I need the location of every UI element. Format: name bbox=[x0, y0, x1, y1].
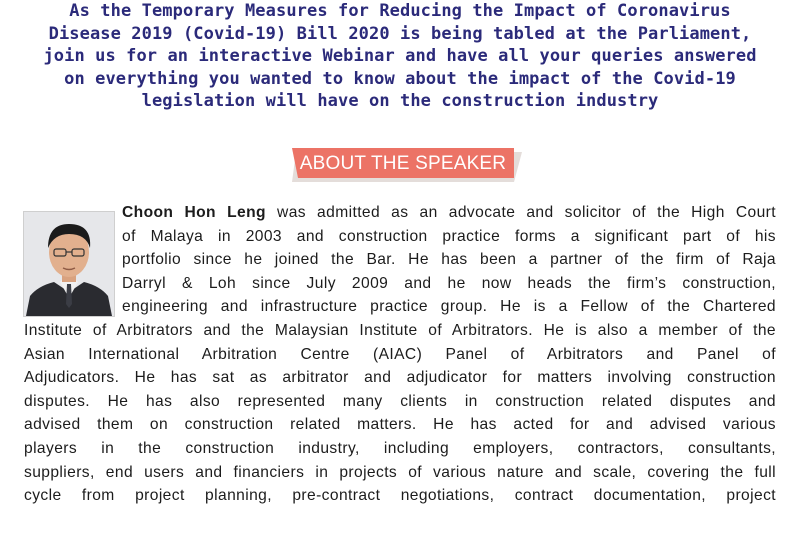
bio-line: advised them on construction related matters. He has acted for and advised various bbox=[24, 416, 776, 434]
intro-paragraph bbox=[30, 0, 770, 113]
about-speaker-banner bbox=[292, 148, 522, 182]
bio-line: Adjudicators. He has sat as arbitrator and adjudicator for matters involving construction bbox=[24, 369, 776, 387]
speaker-bio bbox=[24, 201, 776, 508]
bio-line: Institute of Arbitrators and the Malaysian Institute of Arbitrators. He is also a member of the bbox=[24, 321, 776, 339]
bio-line: disputes. He has also represented many clients in construction related disputes and bbox=[24, 392, 776, 410]
bio-line: Darryl & Loh since July 2009 and he now heads the firm’s construction, bbox=[122, 274, 776, 292]
intro-line: legislation will have on the construction industry bbox=[141, 91, 659, 111]
bio-line: portfolio since he joined the Bar. He has been a partner of the firm of Raja bbox=[122, 251, 776, 269]
bio-line: cycle from project planning, pre-contract negotiations, contract documentation, project bbox=[24, 487, 776, 505]
bio-line bbox=[122, 201, 776, 225]
intro-line: join us for an interactive Webinar and have all your queries answered bbox=[43, 46, 757, 66]
banner-label: ABOUT THE SPEAKER bbox=[299, 153, 507, 174]
bio-line: suppliers, end users and financiers in projects of various nature and scale, covering the full bbox=[24, 463, 776, 481]
bio-line: players in the construction industry, including employers, contractors, consultants, bbox=[24, 439, 776, 457]
bio-line: Asian International Arbitration Centre (AIAC) Panel of Arbitrators and Panel of bbox=[24, 345, 776, 363]
intro-line: Disease 2019 (Covid-19) Bill 2020 is being tabled at the Parliament, bbox=[48, 23, 752, 44]
bio-line: of Malaya in 2003 and construction practice forms a significant part of his bbox=[122, 227, 776, 245]
bio-line-text: was admitted as an advocate and solicitor of the High Court bbox=[277, 204, 777, 221]
intro-line: on everything you wanted to know about the impact of the Covid-19 bbox=[64, 68, 736, 89]
bio-line: engineering and infrastructure practice group. He is a Fellow of the Chartered bbox=[122, 298, 776, 316]
intro-line: As the Temporary Measures for Reducing the Impact of Coronavirus bbox=[69, 1, 731, 21]
speaker-name: Choon Hon Leng bbox=[122, 204, 266, 221]
